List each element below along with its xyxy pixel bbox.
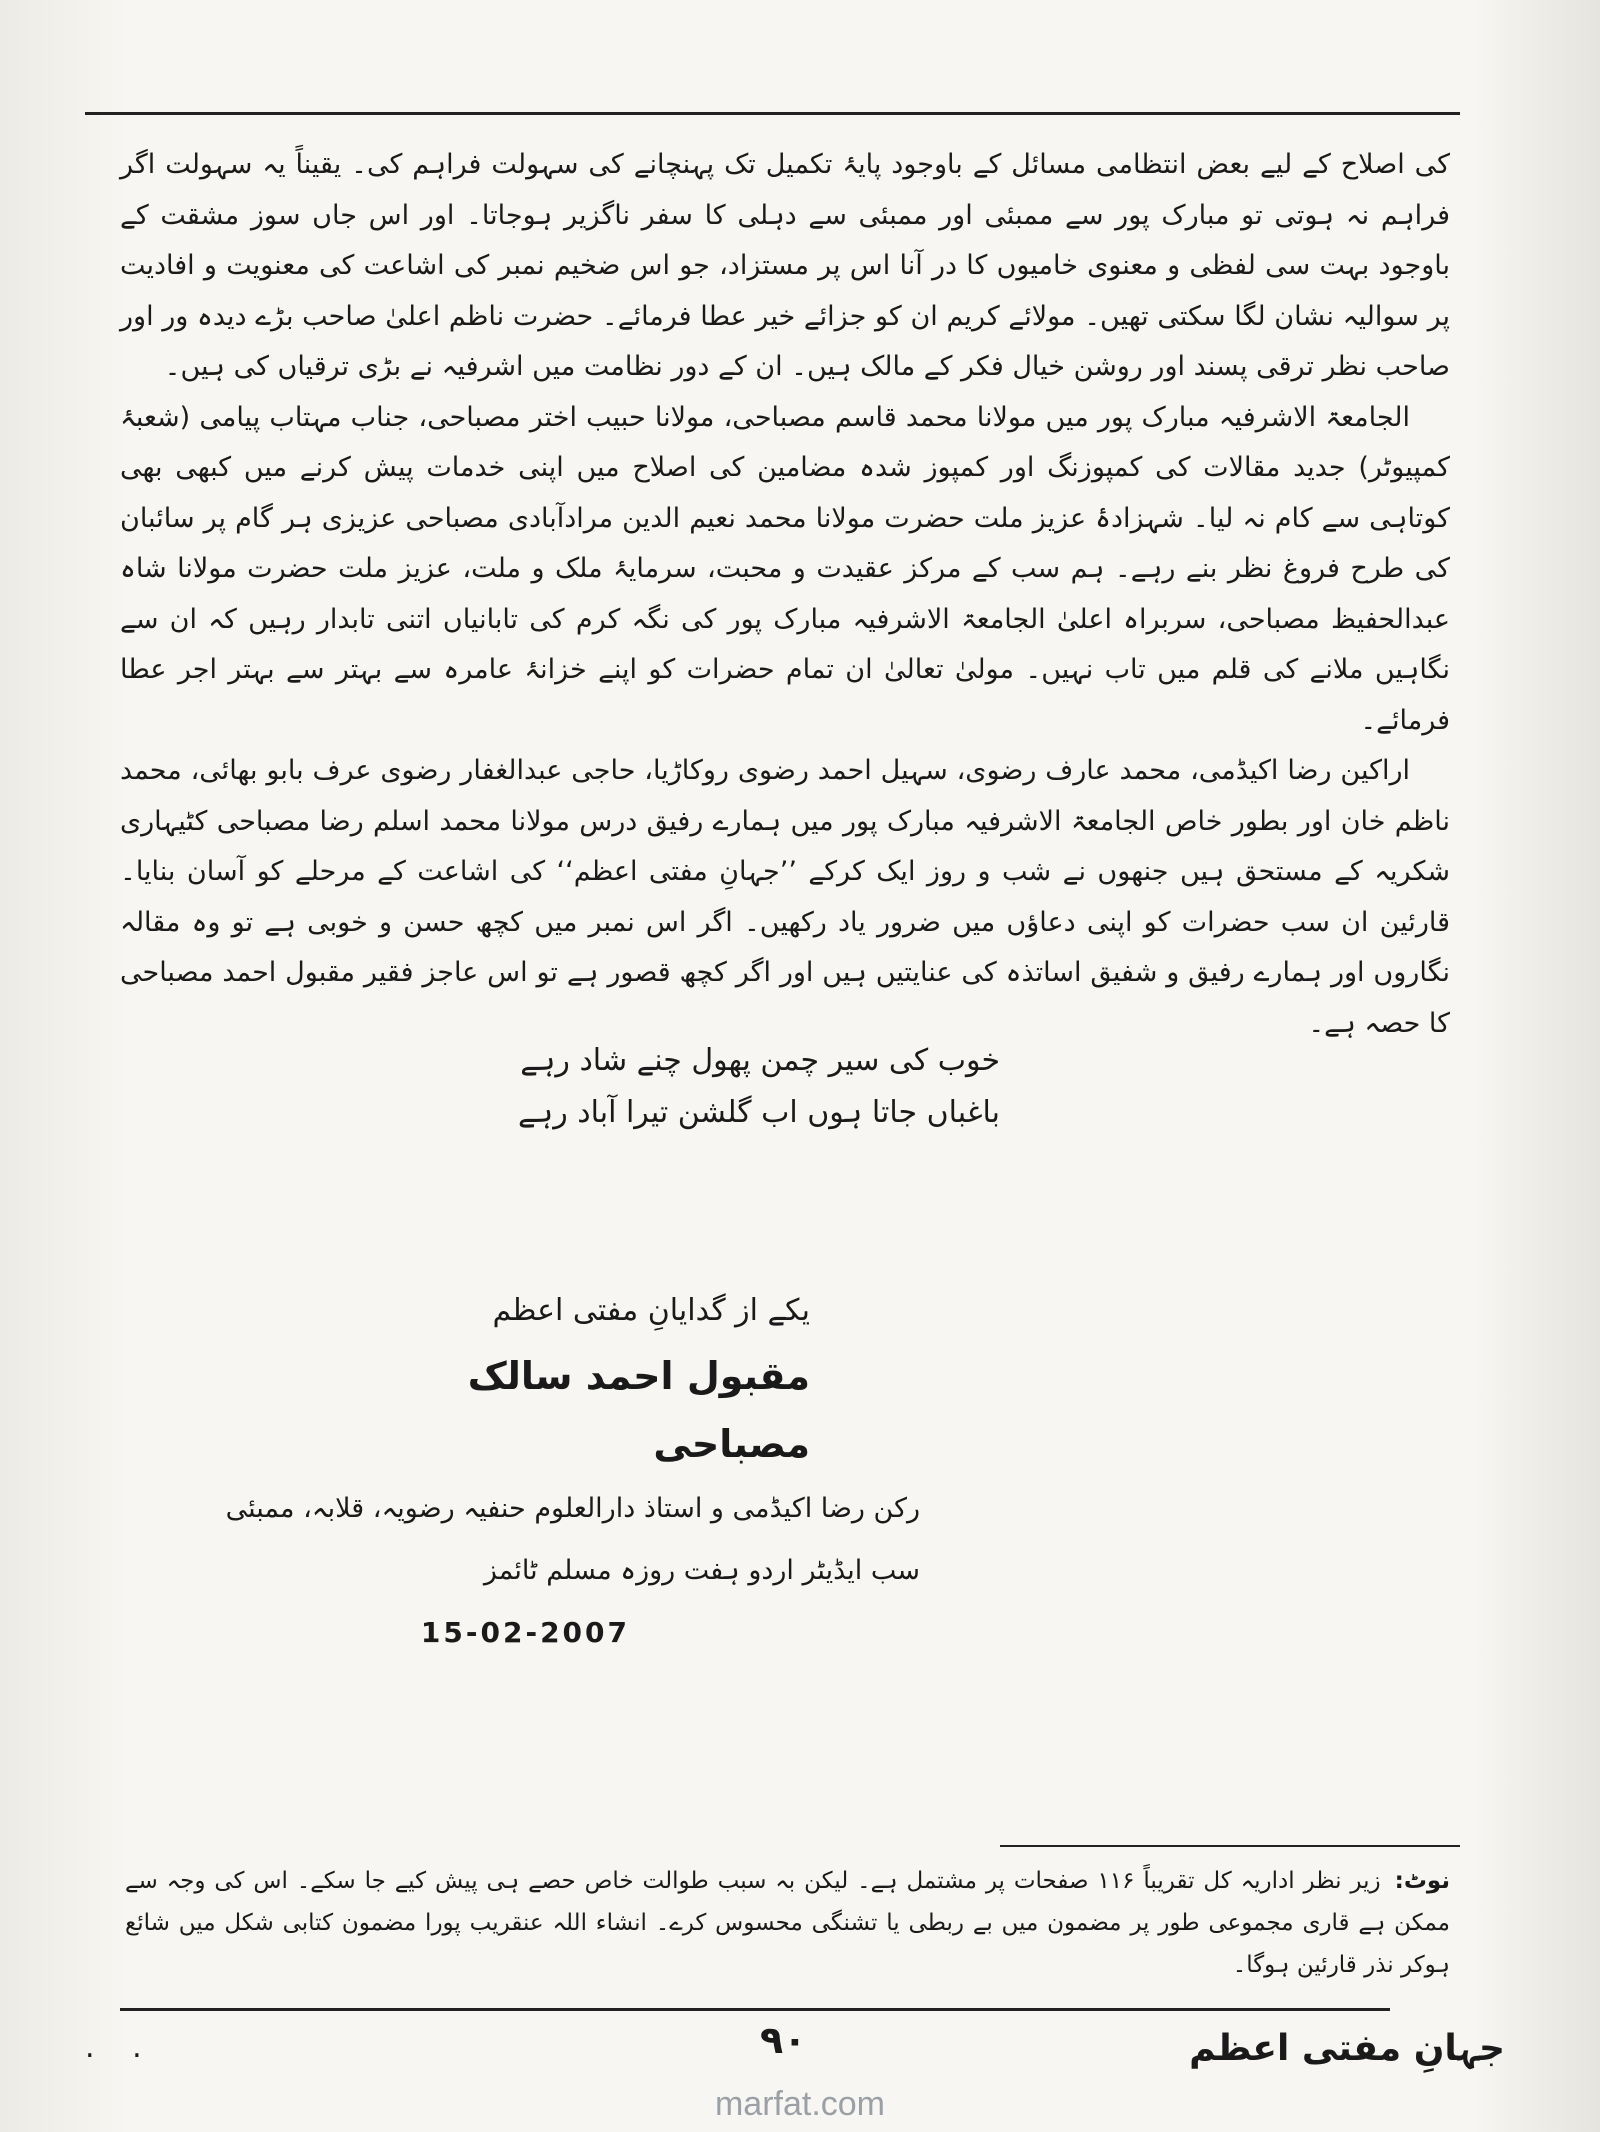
page-number: ۹۰ (760, 2018, 807, 2062)
body-text (120, 140, 1450, 1049)
footer-rule (120, 2008, 1390, 2011)
verse (520, 1035, 1000, 1139)
verse-line-2: باغباں جاتا ہوں اب گلشن تیرا آباد رہے (518, 1095, 1000, 1130)
paragraph-2: الجامعۃ الاشرفیہ مبارک پور میں مولانا محمد قاسم مصباحی، مولانا حبیب اختر مصباحی، جناب مہتاب پیامی (شعبۂ کمپیوٹر) جدید مقالات کی کمپوزنگ اور کمپوز شدہ مضامین کی اصلاح میں اپنی خدمات پیش کرنے میں کبھی بھی کوتاہی سے کام نہ لیا۔ شہزادۂ عزیز ملت حضرت مولانا محمد نعیم الدین مرادآبادی مصباحی عزیزی ہر گام پر سائبان کی طرح فروغ نظر بنے رہے۔ ہم سب کے مرکز عقیدت و محبت، سرمایۂ ملک و ملت، عزیز ملت حضرت مولانا شاہ عبدالحفیظ مصباحی، سربراہ اعلیٰ الجامعۃ الاشرفیہ مبارک پور کی نگہ کرم کی تابانیاں اتنی تابدار رہیں کہ ان سے نگاہیں ملانے کی قلم میں تاب نہیں۔ مولیٰ تعالیٰ ان تمام حضرات کو اپنے خزانۂ عامرہ سے بہتر سے بہتر اجر عطا فرمائے۔ (120, 401, 1450, 736)
footer-dots: . . (85, 2030, 156, 2065)
verse-line-1: خوب کی سیر چمن پھول چنے شاد رہے (520, 1043, 1000, 1078)
signature-block (225, 1280, 920, 1664)
signature-preface: یکے از گدایانِ مفتی اعظم (492, 1293, 810, 1328)
author-role: سب ایڈیٹر اردو ہفت روزہ مسلم ٹائمز (483, 1555, 920, 1586)
running-title: جہانِ مفتی اعظم (1189, 2028, 1505, 2069)
paragraph-3: اراکین رضا اکیڈمی، محمد عارف رضوی، سہیل احمد رضوی روکاڑیا، حاجی عبدالغفار رضوی عرف بابو بھائی، محمد ناظم خان اور بطور خاص الجامعۃ الاشرفیہ مبارک پور میں ہمارے رفیق درس مولانا محمد اسلم رضا مصباحی کٹیہاری شکریہ کے مستحق ہیں جنھوں نے شب و روز ایک کرکے ’’جہانِ مفتی اعظم‘‘ کی اشاعت کے مرحلے کو آسان بنایا۔ قارئین ان سب حضرات کو اپنی دعاؤں میں ضرور یاد رکھیں۔ اگر اس نمبر میں کچھ حسن و خوبی ہے تو وہ مقالہ نگاروں اور ہمارے رفیق و شفیق اساتذہ کی عنایتیں ہیں اور اگر کچھ قصور ہے تو اس عاجز فقیر مقبول احمد مصباحی کا حصہ ہے۔ (120, 755, 1450, 1039)
signature-date: 15-02-2007 (420, 1616, 630, 1649)
watermark: marfat.com (714, 2085, 886, 2123)
author-affiliation: رکن رضا اکیڈمی و استاذ دارالعلوم حنفیہ رضویہ، قلابہ، ممبئی (225, 1493, 920, 1524)
footnote-rule (1000, 1845, 1460, 1847)
footnote-label: نوٹ: (1394, 1868, 1450, 1894)
footnote-text: زیر نظر اداریہ کل تقریباً ۱۱۶ صفحات پر مشتمل ہے۔ لیکن بہ سبب طوالت خاص حصے ہی پیش کیے جا سکے۔ اس کی وجہ سے ممکن ہے قاری مجموعی طور پر مضمون میں بے ربطی یا تشنگی محسوس کرے۔ انشاء اللہ عنقریب پورا مضمون کتابی شکل میں شائع ہوکر نذر قارئین ہوگا۔ (125, 1868, 1450, 1978)
footnote (125, 1860, 1450, 1986)
paragraph-1: کی اصلاح کے لیے بعض انتظامی مسائل کے باوجود پایۂ تکمیل تک پہنچانے کی سہولت فراہم کی۔ یقیناً یہ سہولت اگر فراہم نہ ہوتی تو مبارک پور سے ممبئی اور ممبئی سے دہلی کا سفر ناگزیر ہوجاتا۔ اور اس جاں سوز مشقت کے باوجود بہت سی لفظی و معنوی خامیوں کا در آنا اس پر مستزاد، جو اس ضخیم نمبر کی اشاعت کی معنویت و افادیت پر سوالیہ نشان لگا سکتی تھیں۔ مولائے کریم ان کو جزائے خیر عطا فرمائے۔ حضرت ناظم اعلیٰ صاحب بڑے دیدہ ور اور صاحب نظر ترقی پسند اور روشن خیال فکر کے مالک ہیں۔ ان کے دور نظامت میں اشرفیہ نے بڑی ترقیاں کی ہیں۔ (120, 149, 1450, 382)
top-rule (85, 112, 1460, 115)
author-name: مقبول احمد سالک مصباحی (467, 1354, 810, 1466)
